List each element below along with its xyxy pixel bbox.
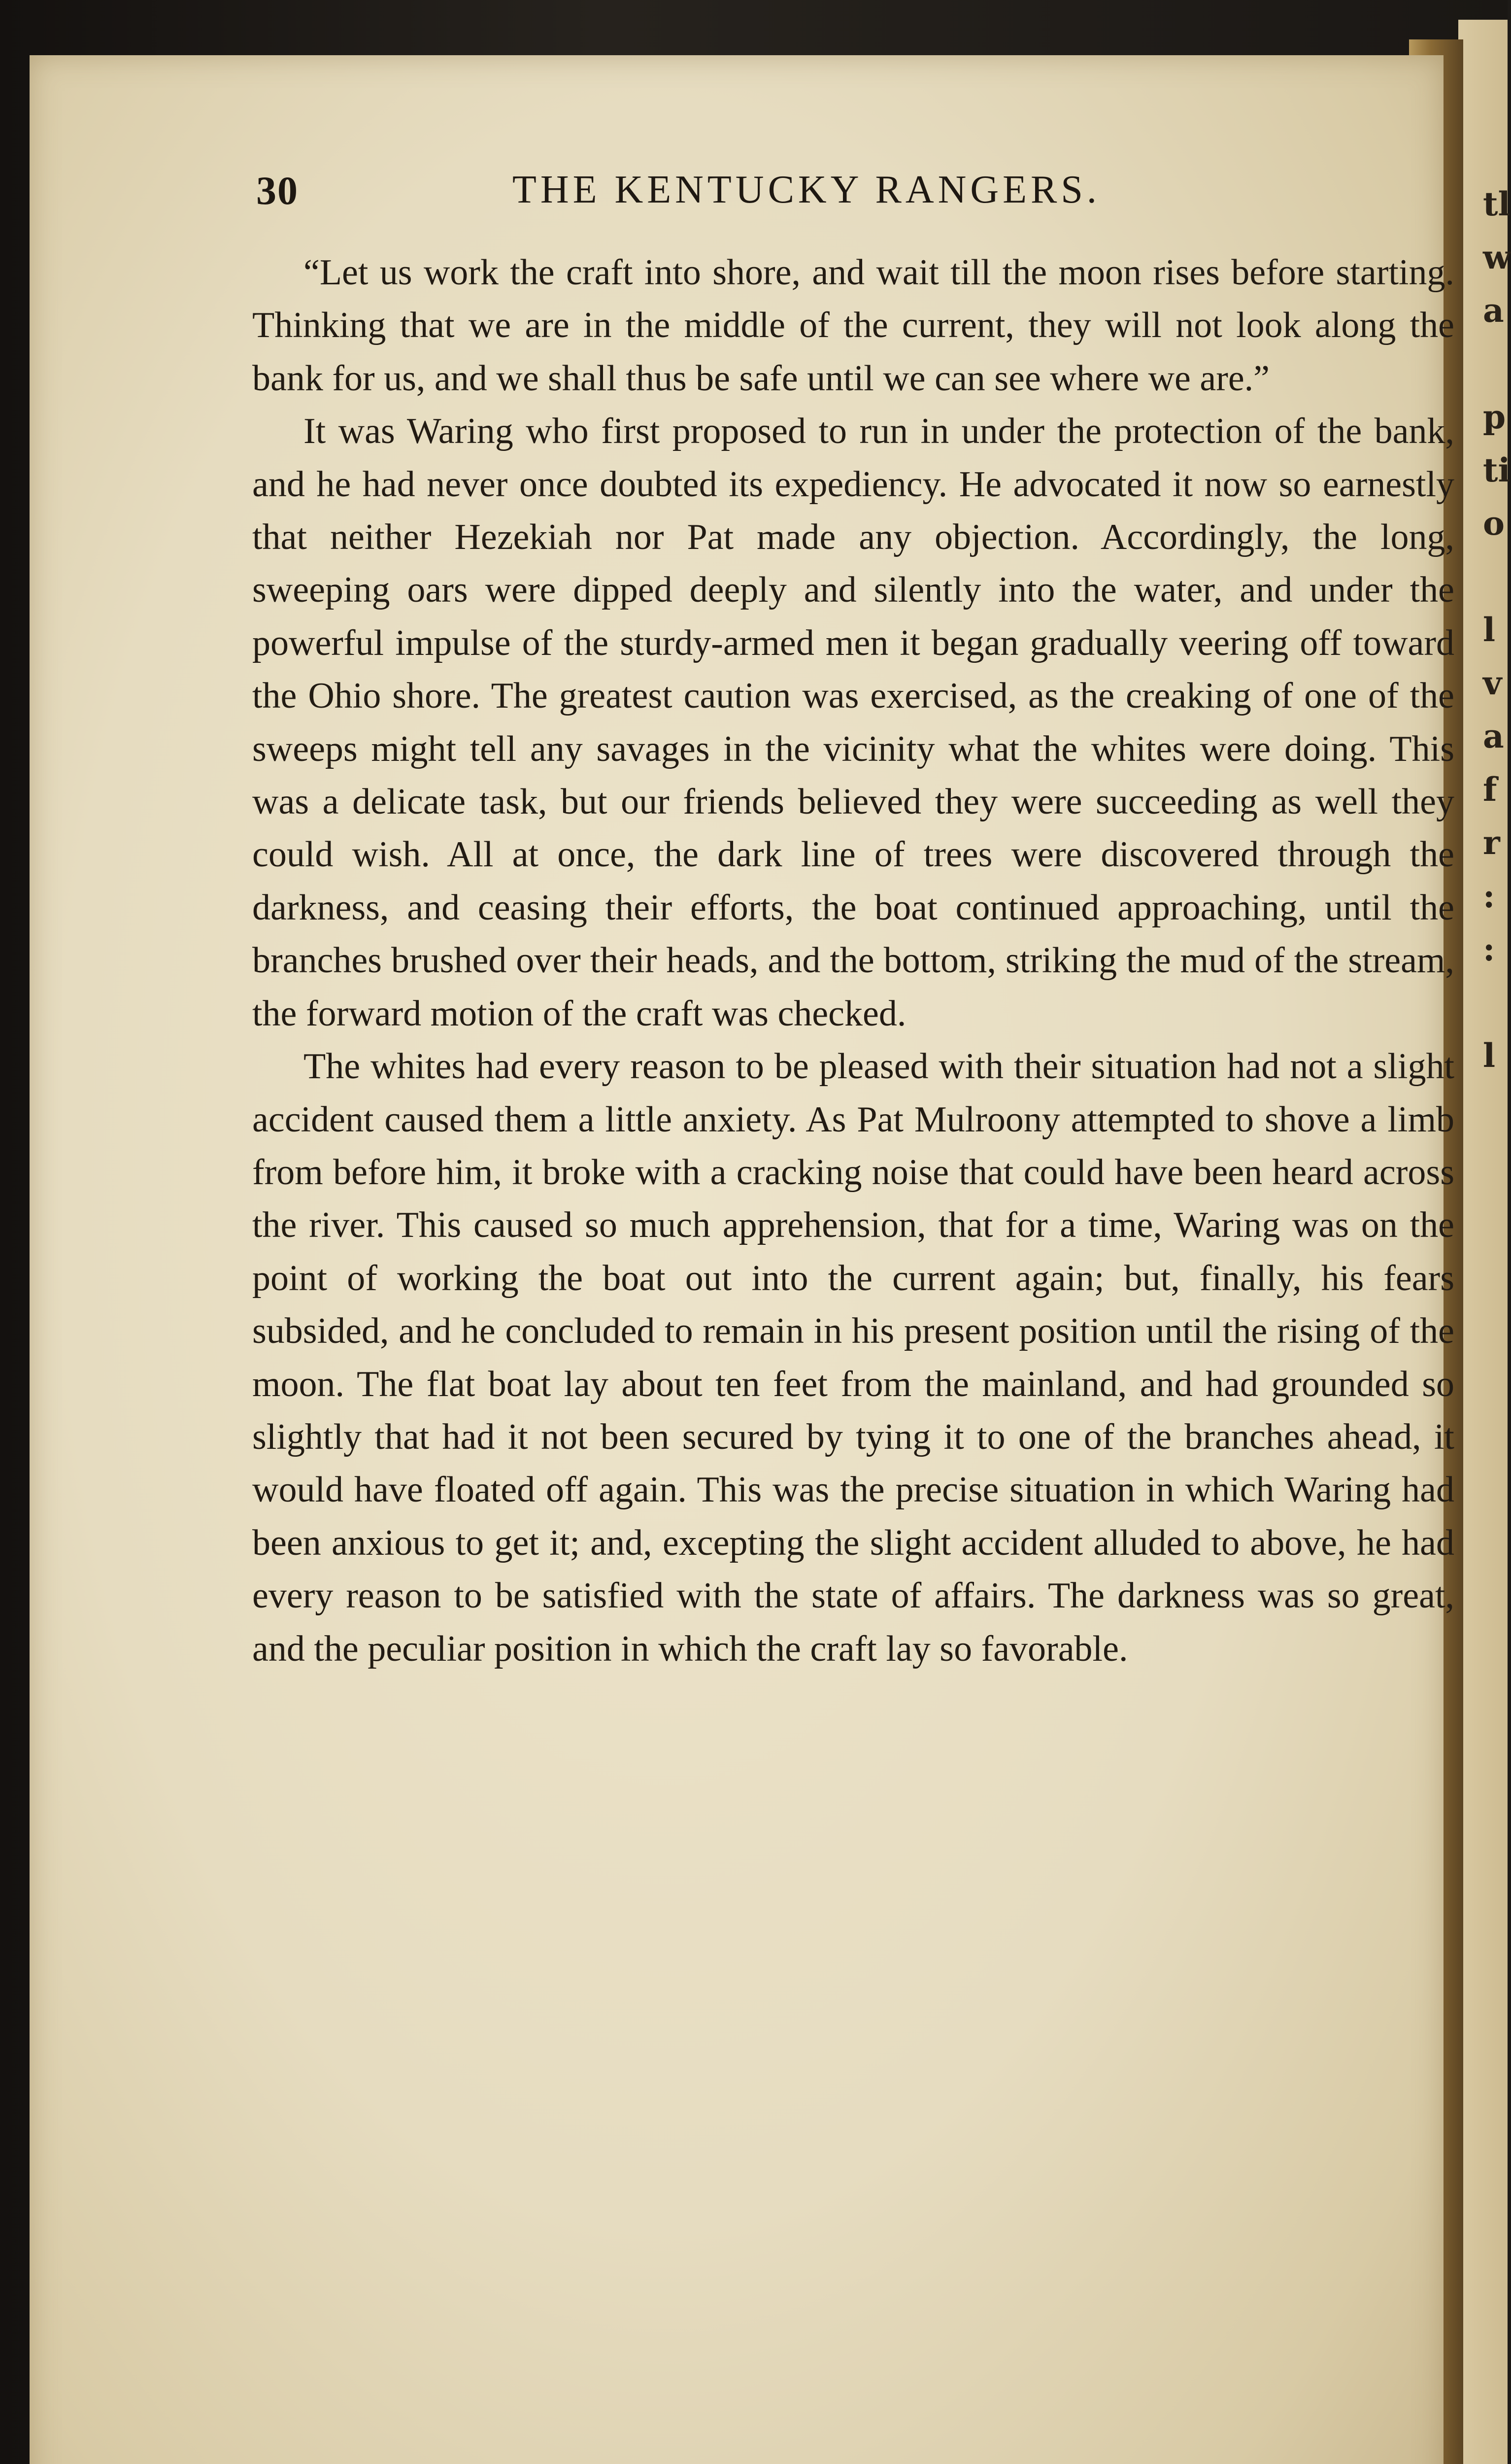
facing-page-fragment: l [1483, 1036, 1496, 1075]
facing-page-fragment [1483, 550, 1508, 603]
facing-page-fragment: r [1483, 823, 1500, 862]
facing-page-fragment: w [1483, 238, 1511, 276]
facing-page-fragment: a [1483, 291, 1504, 330]
running-title: THE KENTUCKY RANGERS. [512, 168, 1101, 211]
facing-page-fragment [1483, 976, 1508, 1029]
body-text [252, 246, 1454, 1676]
facing-page-fragment: ti [1483, 451, 1511, 489]
paragraph: “Let us work the craft into shore, and wait till the moon rises before starting. Thinking that we are in the middle of the current, they will not look along the bank for us, and we shall thus be safe until we can see where we are.” [252, 252, 1454, 399]
paragraph: The whites had every reason to be pleased with their situation had not a slight accident caused them a little anxiety. As Pat Mulroony attempted to shove a limb from before him, it broke with a cracking noise that could have been heard across the river. This caused so much apprehension, that for a time, Waring was on the point of working the boat out into the current again; but, finally, his fears subsided, and he concluded to remain in his present position until the rising of the moon. The flat boat lay about ten feet from the mainland, and had grounded so slightly that had it not been secured by tying it to one of the branches ahead, it would have floated off again. This was the precise situation in which Waring had been anxious to get it; and, excepting the slight accident alluded to above, he had every reason to be satisfied with the state of affairs. The darkness was so great, and the peculiar position in which the craft lay so favorable. [252, 1046, 1454, 1669]
page-header [256, 168, 1291, 222]
facing-page-fragment: p [1483, 398, 1506, 436]
facing-page-fragment: a [1483, 717, 1504, 755]
facing-page-fragment: o [1483, 504, 1505, 543]
facing-page-fragment: v [1483, 664, 1502, 702]
facing-page-fragment: l [1483, 611, 1496, 649]
facing-page-fragment: f [1483, 770, 1497, 809]
facing-page-text-fragments [1483, 177, 1511, 1082]
facing-page-fragment: : [1483, 877, 1495, 915]
facing-page-fragment: : [1483, 930, 1495, 968]
facing-page-fragment: tl [1483, 185, 1511, 223]
paragraph: It was Waring who first proposed to run in under the protection of the bank, and he had never once doubted its expediency. He advocated it now so earnestly that neither Hezekiah nor Pat made any objection. Accordingly, the long, sweeping oars were dipped deeply and silently into the water, and under the powerful impulse of the sturdy-armed men it began gradually veering off toward the Ohio shore. The greatest caution was exercised, as the creaking of one of the sweeps might tell any savages in the vicinity what the whites were doing. This was a delicate task, but our friends believed they were succeeding as well they could wish. All at once, the dark line of trees were discovered through the darkness, and ceasing their efforts, the boat continued approaching, until the branches brushed over their heads, and the bottom, striking the mud of the stream, the forward motion of the craft was checked. [252, 411, 1454, 1034]
page-number: 30 [256, 168, 299, 213]
facing-page-fragment [1483, 337, 1508, 390]
